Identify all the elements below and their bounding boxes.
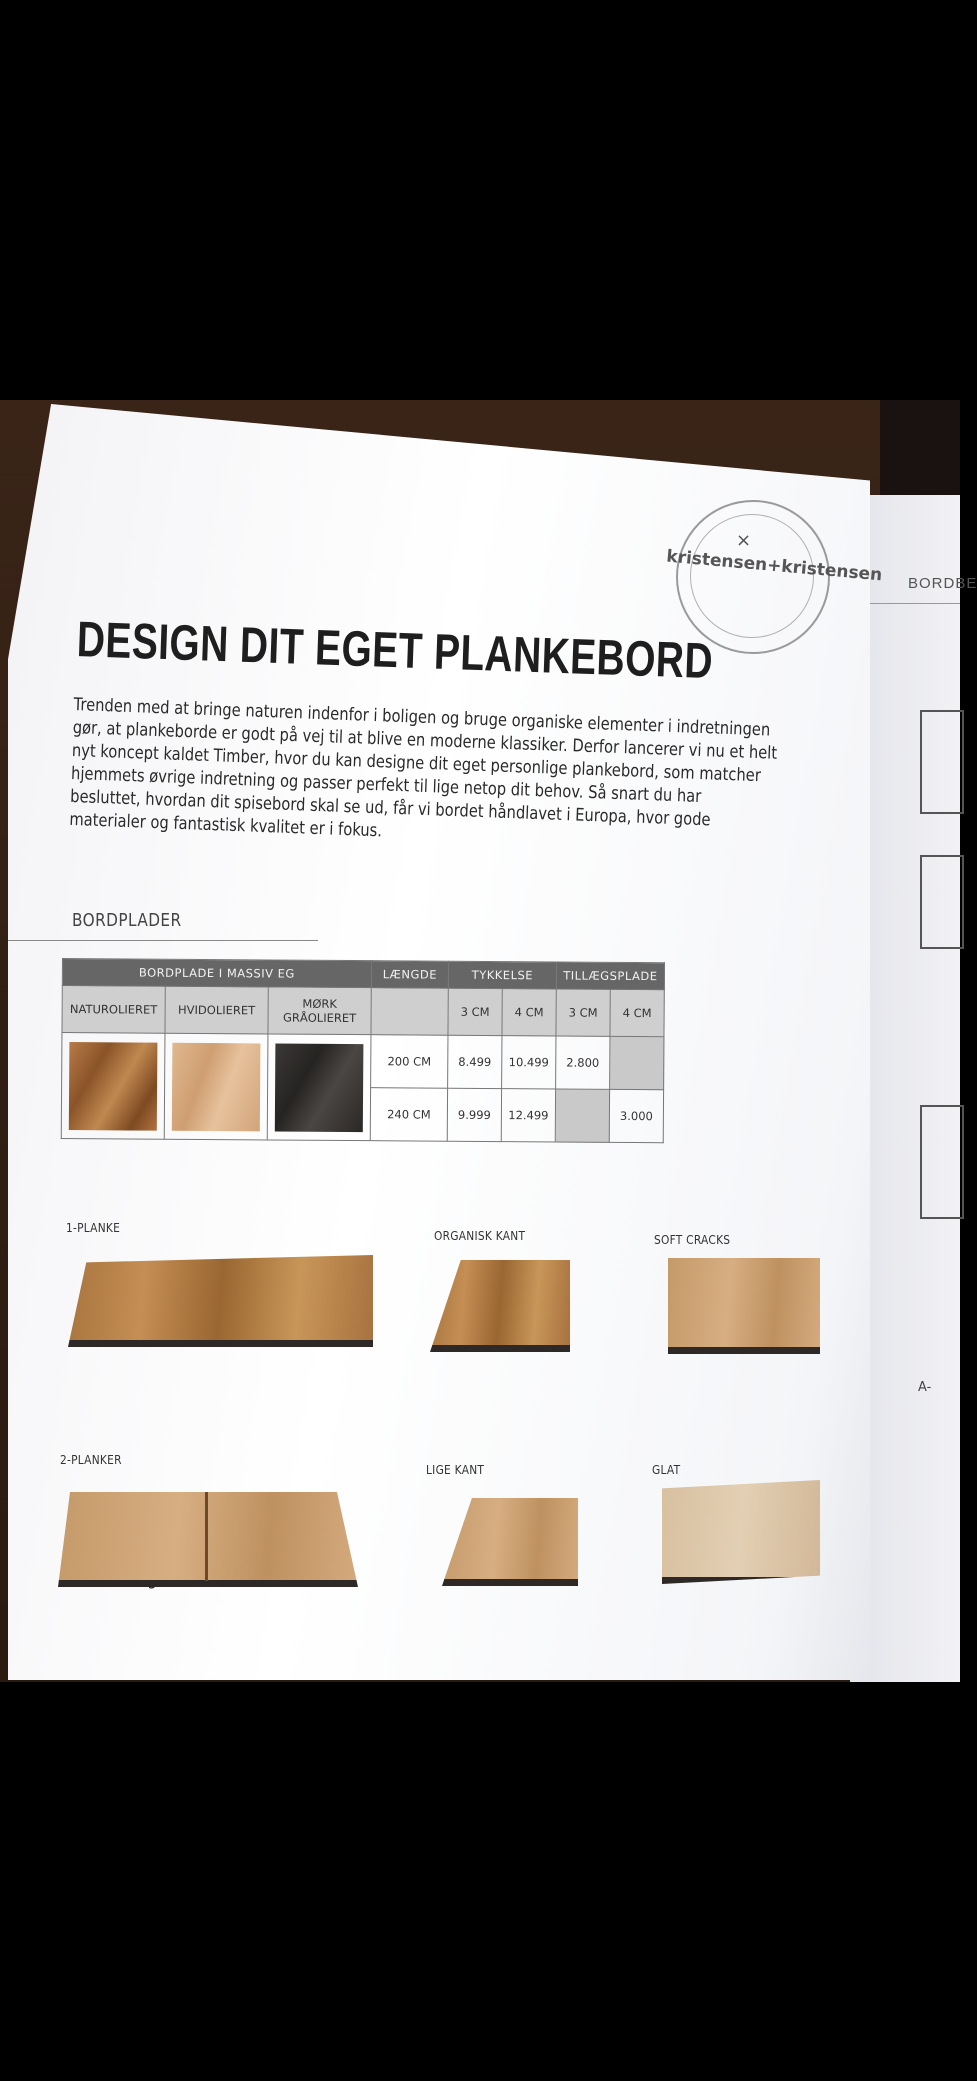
brand-mark-icon: × xyxy=(736,530,752,551)
plank-edge xyxy=(68,1340,373,1347)
plank-image-glat xyxy=(662,1480,820,1584)
section-title: BORDPLADER xyxy=(72,910,182,931)
right-page-label: BORDBE xyxy=(908,575,977,592)
table-cell: 240 CM xyxy=(370,1088,447,1142)
table-cell: 8.499 xyxy=(448,1035,502,1088)
right-page-table-fragment xyxy=(920,1105,964,1219)
background-shadow xyxy=(880,400,960,500)
plank-edge xyxy=(430,1345,570,1352)
table-cell: 12.499 xyxy=(501,1089,555,1142)
swatch-mork-graaolieret xyxy=(275,1043,364,1132)
table-cell xyxy=(610,1036,664,1089)
swatch-naturolieret xyxy=(69,1042,158,1131)
swatch-cell xyxy=(61,1033,165,1140)
section-rule xyxy=(8,940,318,941)
right-page-fragment: A- xyxy=(918,1380,932,1395)
right-page-table-fragment xyxy=(920,710,964,814)
option-label-soft-cracks: SOFT CRACKS xyxy=(654,1232,731,1247)
header-material: BORDPLADE I MASSIV EG xyxy=(62,959,371,988)
plank-edge xyxy=(58,1580,358,1587)
plank-top xyxy=(68,1255,373,1341)
finish-hvid: HVIDOLIERET xyxy=(165,986,268,1034)
price-table xyxy=(61,958,665,1143)
table-cell: 10.499 xyxy=(502,1036,556,1089)
header-thickness: TYKKELSE xyxy=(448,961,556,989)
plank-image-1-planke xyxy=(68,1255,373,1347)
header-length: LÆNGDE xyxy=(371,961,448,989)
right-page-table-fragment xyxy=(920,855,964,949)
option-label-1-planke: 1-PLANKE xyxy=(66,1220,121,1235)
plank-top xyxy=(58,1492,358,1581)
length-blank xyxy=(371,988,448,1036)
plank-top xyxy=(662,1480,820,1578)
table-cell: 2.800 xyxy=(556,1036,610,1089)
plank-image-soft-cracks xyxy=(668,1258,820,1354)
plank-edge xyxy=(442,1579,578,1586)
extra-3cm: 3 CM xyxy=(556,989,610,1036)
extra-4cm: 4 CM xyxy=(610,989,664,1036)
table-cell: 3.000 xyxy=(609,1089,663,1142)
thickness-4cm: 4 CM xyxy=(502,989,556,1036)
option-label-lige-kant: LIGE KANT xyxy=(426,1462,485,1477)
header-extra: TILLÆGSPLADE xyxy=(556,962,664,990)
swatch-hvidolieret xyxy=(172,1042,261,1131)
photo-background xyxy=(0,400,977,1682)
plank-seam xyxy=(205,1492,208,1581)
option-label-2-planker: 2-PLANKER xyxy=(60,1452,122,1467)
brand-logo: kristensen+kristensen xyxy=(665,546,884,586)
swatch-cell xyxy=(164,1033,268,1140)
finish-natur: NATUROLIERET xyxy=(62,986,165,1034)
plank-top xyxy=(668,1258,820,1348)
option-label-glat: GLAT xyxy=(652,1462,681,1477)
table-cell: 200 CM xyxy=(371,1035,448,1089)
plank-image-2-planker xyxy=(58,1492,358,1587)
thickness-3cm: 3 CM xyxy=(448,988,502,1035)
table-cell xyxy=(555,1089,609,1142)
intro-paragraph: Trenden med at bringe naturen indenfor i boligen og bruge organiske elementer i indretningen gør, at plankeborde er godt på vej til at blive en moderne klassiker. Derfor lancerer vi nu et helt nyt koncept kaldet Timber, hvor du kan designe dit eget personlige plankebord, som matcher hjemmets øvrige indretning og passer perfekt til lige netop dit behov. Så snart du har besluttet, hvordan dit spisebord skal se ud, får vi bordet håndlavet i Europa, hvor gode materialer og fantastisk kvalitet er i fokus. xyxy=(69,694,778,842)
option-label-organisk-kant: ORGANISK KANT xyxy=(434,1228,526,1243)
table-cell: 9.999 xyxy=(447,1088,501,1141)
page-title: DESIGN DIT EGET PLANKEBORD xyxy=(76,610,714,690)
swatch-cell xyxy=(267,1034,371,1141)
finish-mork: MØRK GRÅOLIERET xyxy=(268,987,371,1035)
plank-edge xyxy=(668,1347,820,1354)
